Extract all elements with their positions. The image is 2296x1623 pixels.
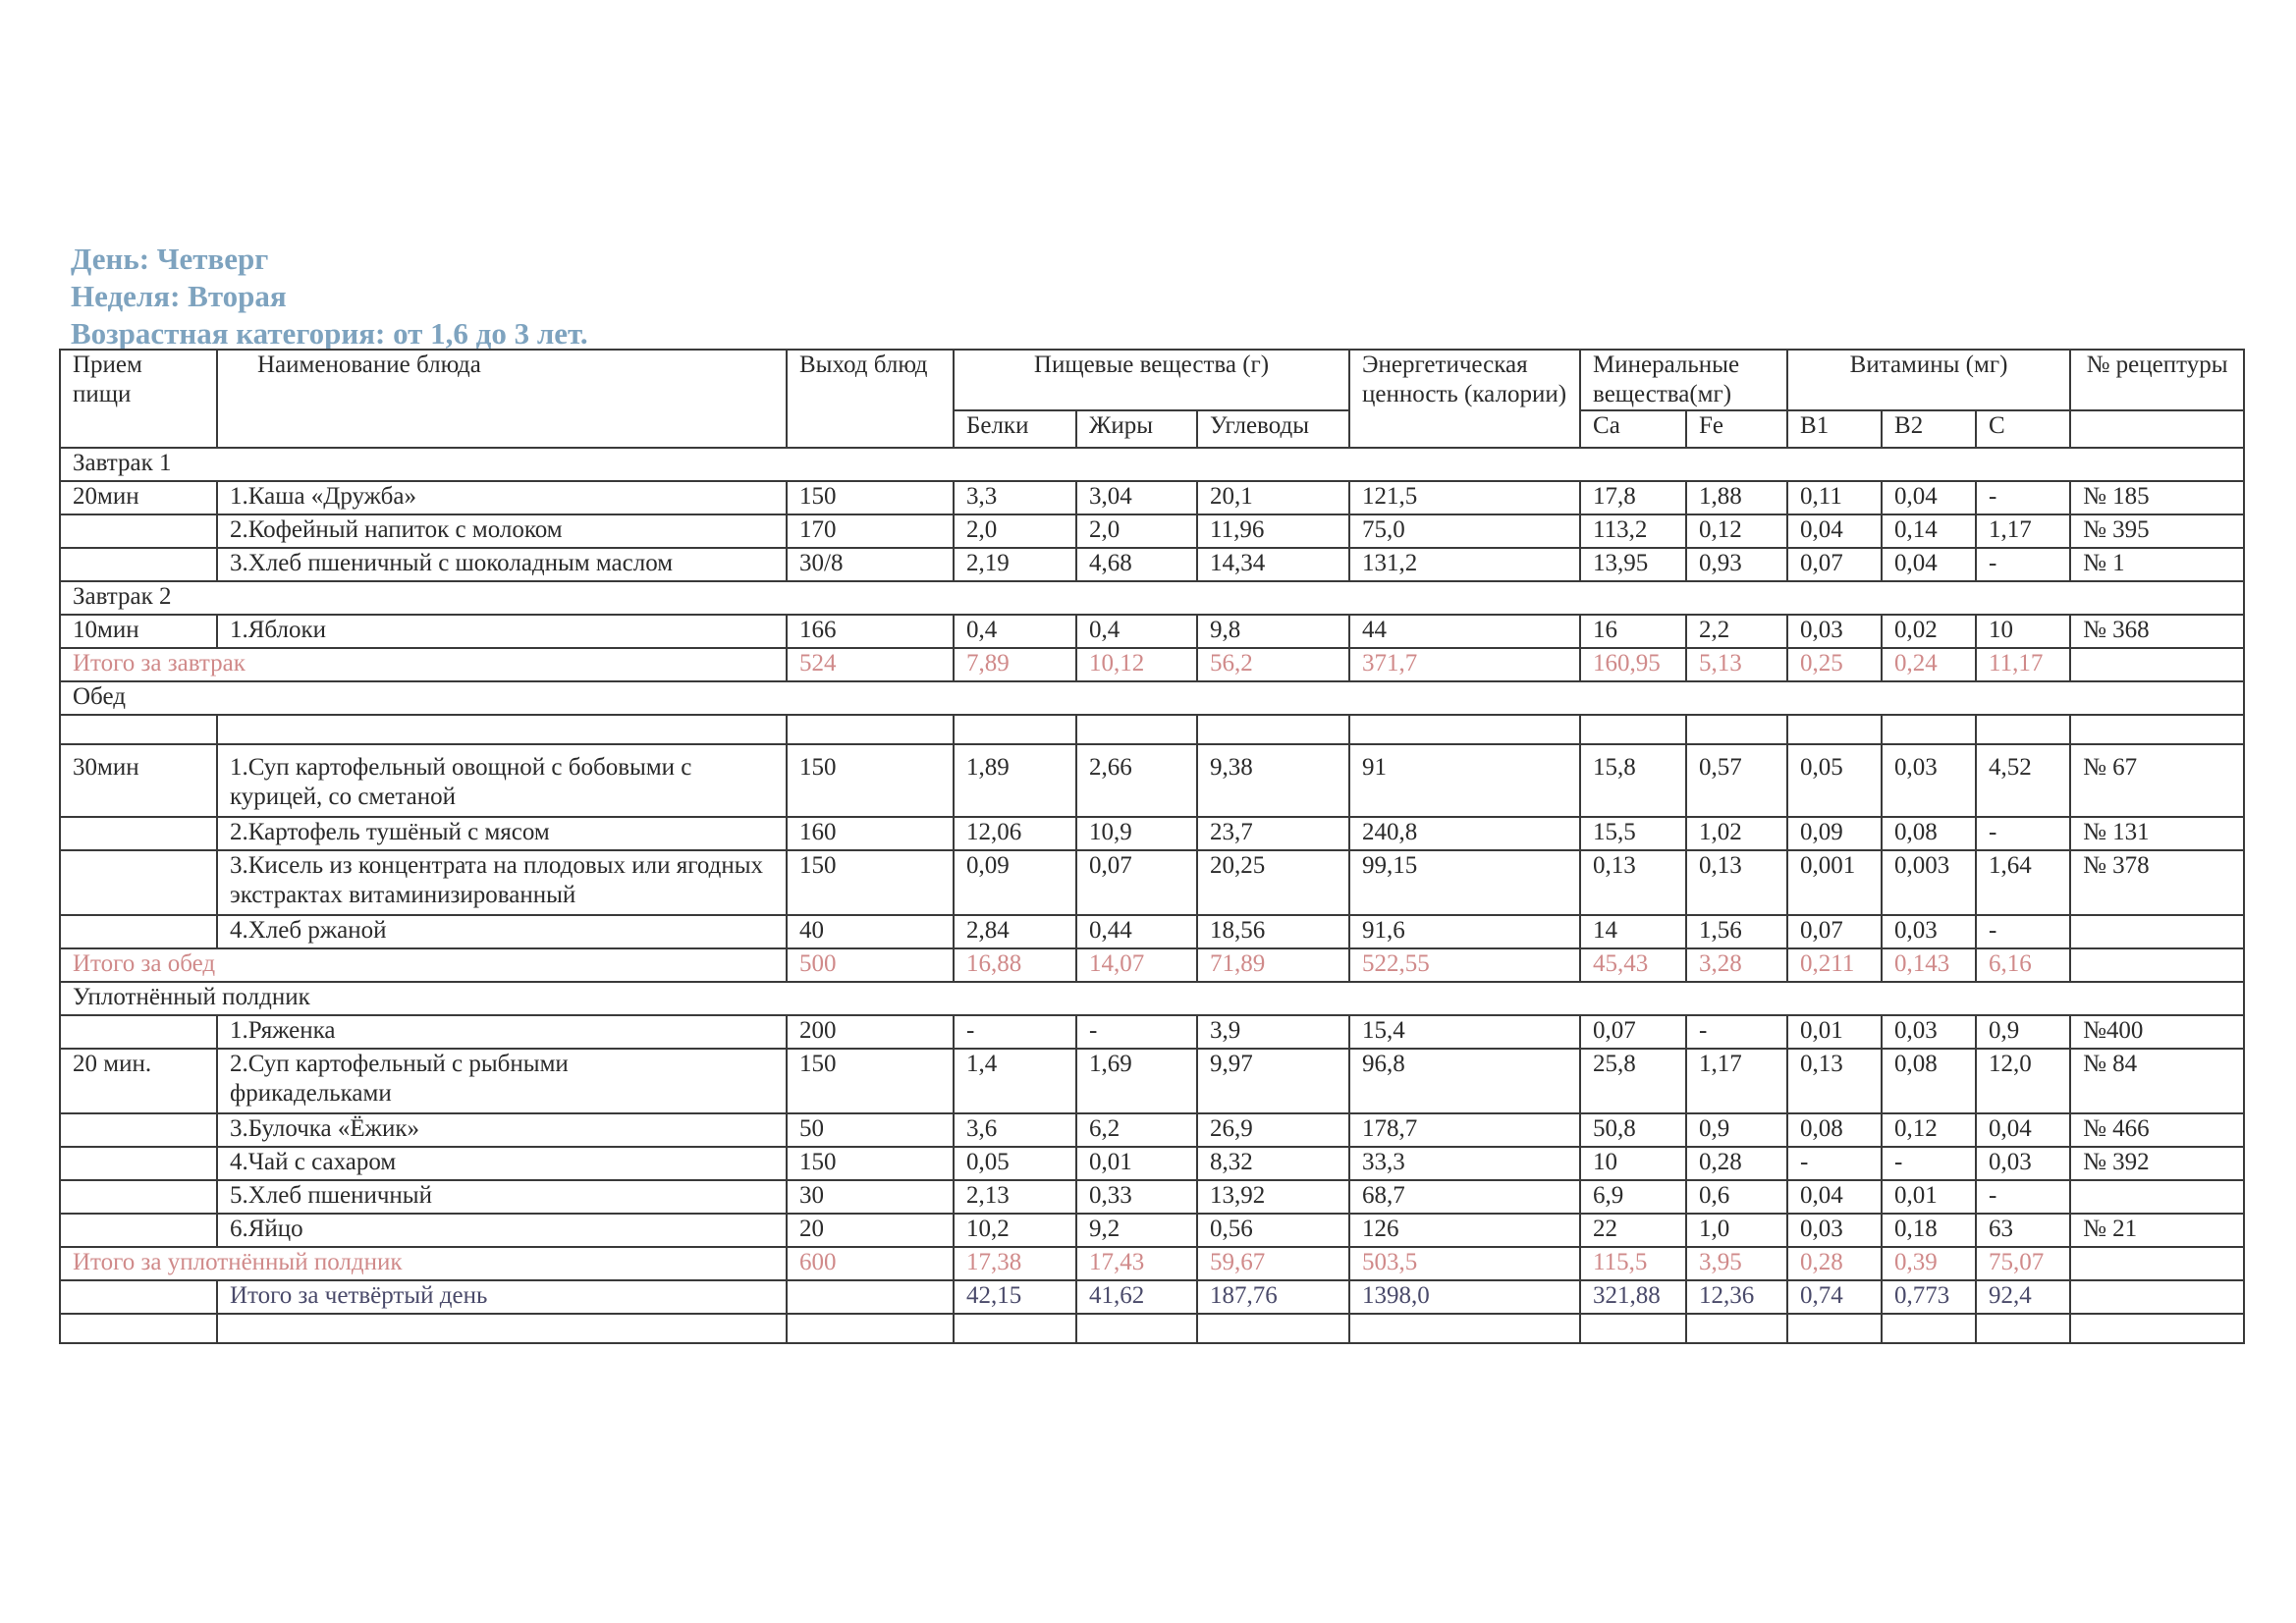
cell-fe: 0,12 xyxy=(1686,514,1787,548)
cell-protein: 0,05 xyxy=(954,1147,1076,1180)
cell-energy: 96,8 xyxy=(1349,1049,1580,1113)
cell-yield: 200 xyxy=(787,1015,954,1049)
cell-b1: 0,28 xyxy=(1787,1247,1882,1280)
section-snack: Уплотнённый полдник xyxy=(60,982,2244,1015)
cell-meal: 10мин xyxy=(60,615,217,648)
cell-protein: 0,4 xyxy=(954,615,1076,648)
cell-fat: 0,4 xyxy=(1076,615,1197,648)
cell-c: 6,16 xyxy=(1976,948,2070,982)
col-fat-header: Жиры xyxy=(1076,410,1197,448)
cell-fat: 6,2 xyxy=(1076,1113,1197,1147)
cell-recipe: № 466 xyxy=(2070,1113,2244,1147)
cell-recipe: № 131 xyxy=(2070,817,2244,850)
cell-ca: 115,5 xyxy=(1580,1247,1686,1280)
total-label: Итого за завтрак xyxy=(60,648,787,681)
cell-protein: 2,84 xyxy=(954,915,1076,948)
table-row xyxy=(60,744,2244,817)
cell-energy: 91,6 xyxy=(1349,915,1580,948)
cell-carbs: 20,25 xyxy=(1197,850,1349,915)
cell-recipe xyxy=(2070,1180,2244,1214)
cell-ca: 45,43 xyxy=(1580,948,1686,982)
cell-energy: 121,5 xyxy=(1349,481,1580,514)
cell-b2: - xyxy=(1882,1147,1976,1180)
cell-c: 1,17 xyxy=(1976,514,2070,548)
cell-protein: 1,89 xyxy=(954,744,1076,817)
col-nutrients-header: Пищевые вещества (г) xyxy=(954,350,1349,410)
table-row xyxy=(60,1049,2244,1113)
section-row xyxy=(60,681,2244,715)
cell-yield: 600 xyxy=(787,1247,954,1280)
cell-ca: 25,8 xyxy=(1580,1049,1686,1113)
cell-protein: 2,13 xyxy=(954,1180,1076,1214)
cell-dish: 3.Хлеб пшеничный с шоколадным маслом xyxy=(217,548,787,581)
cell-carbs: 187,76 xyxy=(1197,1280,1349,1314)
table-row xyxy=(60,1113,2244,1147)
section-row xyxy=(60,581,2244,615)
cell-recipe: № 378 xyxy=(2070,850,2244,915)
cell-protein: 3,3 xyxy=(954,481,1076,514)
cell-dish: 2.Картофель тушёный с мясом xyxy=(217,817,787,850)
cell-fe: 1,17 xyxy=(1686,1049,1787,1113)
cell-energy: 99,15 xyxy=(1349,850,1580,915)
cell-b1: 0,08 xyxy=(1787,1113,1882,1147)
table-row xyxy=(60,1214,2244,1247)
cell-c: - xyxy=(1976,817,2070,850)
cell-fe: 0,93 xyxy=(1686,548,1787,581)
section-row xyxy=(60,448,2244,481)
cell-energy: 33,3 xyxy=(1349,1147,1580,1180)
total-row xyxy=(60,648,2244,681)
cell-c: - xyxy=(1976,1180,2070,1214)
day-label: День: Четверг xyxy=(71,242,269,276)
empty-row xyxy=(60,1314,2244,1343)
cell-recipe: № 84 xyxy=(2070,1049,2244,1113)
cell-ca: 50,8 xyxy=(1580,1113,1686,1147)
cell-fe: 5,13 xyxy=(1686,648,1787,681)
cell-b1: 0,03 xyxy=(1787,1214,1882,1247)
cell-c: 12,0 xyxy=(1976,1049,2070,1113)
cell-fat: 41,62 xyxy=(1076,1280,1197,1314)
cell-b1: 0,25 xyxy=(1787,648,1882,681)
col-carbs-header: Углеводы xyxy=(1197,410,1349,448)
cell-carbs: 71,89 xyxy=(1197,948,1349,982)
cell-energy: 522,55 xyxy=(1349,948,1580,982)
cell-yield: 150 xyxy=(787,850,954,915)
cell-c: 4,52 xyxy=(1976,744,2070,817)
cell-fat: 3,04 xyxy=(1076,481,1197,514)
cell-yield: 30/8 xyxy=(787,548,954,581)
cell-meal xyxy=(60,817,217,850)
cell-fat: 0,01 xyxy=(1076,1147,1197,1180)
cell-meal xyxy=(60,1015,217,1049)
col-meal-header: Прием пищи xyxy=(60,350,217,448)
cell-fe: - xyxy=(1686,1015,1787,1049)
cell-b1: 0,07 xyxy=(1787,915,1882,948)
cell-energy: 503,5 xyxy=(1349,1247,1580,1280)
col-energy-header: Энергетическая ценность (калории) xyxy=(1349,350,1580,448)
cell-fat: 0,07 xyxy=(1076,850,1197,915)
cell-fe: 1,88 xyxy=(1686,481,1787,514)
cell-energy: 15,4 xyxy=(1349,1015,1580,1049)
cell-b2: 0,08 xyxy=(1882,1049,1976,1113)
cell-yield: 524 xyxy=(787,648,954,681)
cell-fat: 2,0 xyxy=(1076,514,1197,548)
cell-ca: 321,88 xyxy=(1580,1280,1686,1314)
cell-protein: 16,88 xyxy=(954,948,1076,982)
cell-b1: 0,11 xyxy=(1787,481,1882,514)
cell-dish: 3.Кисель из концентрата на плодовых или ягодных экстрактах витаминизированный xyxy=(217,850,787,915)
col-dish-header: Наименование блюда xyxy=(217,350,787,448)
table-row xyxy=(60,915,2244,948)
col-b2-header: B2 xyxy=(1882,410,1976,448)
cell-b1: 0,09 xyxy=(1787,817,1882,850)
cell-yield: 150 xyxy=(787,1147,954,1180)
cell-carbs: 9,8 xyxy=(1197,615,1349,648)
cell-carbs: 23,7 xyxy=(1197,817,1349,850)
cell-meal: 20 мин. xyxy=(60,1049,217,1113)
section-breakfast-1: Завтрак 1 xyxy=(60,448,2244,481)
section-row xyxy=(60,982,2244,1015)
cell-fe: 12,36 xyxy=(1686,1280,1787,1314)
cell-c: - xyxy=(1976,915,2070,948)
table-row xyxy=(60,615,2244,648)
cell-yield: 30 xyxy=(787,1180,954,1214)
cell-carbs: 3,9 xyxy=(1197,1015,1349,1049)
cell-protein: 7,89 xyxy=(954,648,1076,681)
cell-protein: 0,09 xyxy=(954,850,1076,915)
total-label: Итого за уплотнённый полдник xyxy=(60,1247,787,1280)
cell-meal xyxy=(60,850,217,915)
cell-fe: 0,6 xyxy=(1686,1180,1787,1214)
cell-b2: 0,003 xyxy=(1882,850,1976,915)
cell-fe: 2,2 xyxy=(1686,615,1787,648)
cell-c: 1,64 xyxy=(1976,850,2070,915)
week-label: Неделя: Вторая xyxy=(71,279,287,313)
cell-yield: 150 xyxy=(787,481,954,514)
cell-protein: - xyxy=(954,1015,1076,1049)
cell-yield: 160 xyxy=(787,817,954,850)
cell-fat: - xyxy=(1076,1015,1197,1049)
cell-ca: 15,8 xyxy=(1580,744,1686,817)
cell-dish: 2.Суп картофельный с рыбными фрикадельками xyxy=(217,1049,787,1113)
cell-fe: 3,95 xyxy=(1686,1247,1787,1280)
cell-protein: 17,38 xyxy=(954,1247,1076,1280)
cell-energy: 68,7 xyxy=(1349,1180,1580,1214)
cell-fat: 17,43 xyxy=(1076,1247,1197,1280)
cell-b2: 0,03 xyxy=(1882,1015,1976,1049)
cell-c: 92,4 xyxy=(1976,1280,2070,1314)
cell-ca: 10 xyxy=(1580,1147,1686,1180)
cell-yield: 150 xyxy=(787,1049,954,1113)
cell-recipe xyxy=(2070,915,2244,948)
cell-meal xyxy=(60,1147,217,1180)
cell-b2: 0,04 xyxy=(1882,548,1976,581)
cell-b2: 0,03 xyxy=(1882,744,1976,817)
cell-meal xyxy=(60,514,217,548)
menu-table xyxy=(59,349,2245,1344)
cell-b1: - xyxy=(1787,1147,1882,1180)
cell-carbs: 9,38 xyxy=(1197,744,1349,817)
cell-protein: 2,19 xyxy=(954,548,1076,581)
cell-ca: 0,07 xyxy=(1580,1015,1686,1049)
cell-carbs: 26,9 xyxy=(1197,1113,1349,1147)
cell-carbs: 11,96 xyxy=(1197,514,1349,548)
cell-protein: 12,06 xyxy=(954,817,1076,850)
cell-dish: 6.Яйцо xyxy=(217,1214,787,1247)
cell-energy: 371,7 xyxy=(1349,648,1580,681)
section-breakfast-2: Завтрак 2 xyxy=(60,581,2244,615)
total-row xyxy=(60,1247,2244,1280)
cell-recipe: № 185 xyxy=(2070,481,2244,514)
cell-recipe: №400 xyxy=(2070,1015,2244,1049)
empty-row xyxy=(60,715,2244,744)
cell-dish: 4.Хлеб ржаной xyxy=(217,915,787,948)
cell-b1: 0,03 xyxy=(1787,615,1882,648)
cell-b1: 0,04 xyxy=(1787,514,1882,548)
table-row xyxy=(60,514,2244,548)
cell-c: 0,03 xyxy=(1976,1147,2070,1180)
cell-fe: 1,56 xyxy=(1686,915,1787,948)
cell-c: 75,07 xyxy=(1976,1247,2070,1280)
cell-b2: 0,08 xyxy=(1882,817,1976,850)
cell-energy: 91 xyxy=(1349,744,1580,817)
cell-fat: 14,07 xyxy=(1076,948,1197,982)
cell-ca: 160,95 xyxy=(1580,648,1686,681)
cell-protein: 3,6 xyxy=(954,1113,1076,1147)
cell-b1: 0,05 xyxy=(1787,744,1882,817)
cell-yield: 40 xyxy=(787,915,954,948)
cell-recipe xyxy=(2070,948,2244,982)
cell-carbs: 20,1 xyxy=(1197,481,1349,514)
cell-fe: 0,13 xyxy=(1686,850,1787,915)
cell-recipe xyxy=(2070,648,2244,681)
col-recipe-subheader xyxy=(2070,410,2244,448)
cell-energy: 240,8 xyxy=(1349,817,1580,850)
cell-b1: 0,001 xyxy=(1787,850,1882,915)
cell-fe: 1,0 xyxy=(1686,1214,1787,1247)
cell-b1: 0,13 xyxy=(1787,1049,1882,1113)
cell-carbs: 8,32 xyxy=(1197,1147,1349,1180)
cell-meal xyxy=(60,915,217,948)
cell-protein: 1,4 xyxy=(954,1049,1076,1113)
cell-b2: 0,773 xyxy=(1882,1280,1976,1314)
cell-fat: 2,66 xyxy=(1076,744,1197,817)
cell-recipe: № 21 xyxy=(2070,1214,2244,1247)
cell-fat: 10,9 xyxy=(1076,817,1197,850)
cell-fat: 0,44 xyxy=(1076,915,1197,948)
cell-fat: 0,33 xyxy=(1076,1180,1197,1214)
cell-recipe: № 392 xyxy=(2070,1147,2244,1180)
cell-energy: 126 xyxy=(1349,1214,1580,1247)
cell-b2: 0,03 xyxy=(1882,915,1976,948)
grand-total-row xyxy=(60,1280,2244,1314)
cell-b1: 0,211 xyxy=(1787,948,1882,982)
cell-b1: 0,74 xyxy=(1787,1280,1882,1314)
cell-carbs: 56,2 xyxy=(1197,648,1349,681)
cell-c: 0,04 xyxy=(1976,1113,2070,1147)
cell-ca: 113,2 xyxy=(1580,514,1686,548)
cell-meal xyxy=(60,548,217,581)
cell-energy: 1398,0 xyxy=(1349,1280,1580,1314)
cell-ca: 14 xyxy=(1580,915,1686,948)
cell-fe: 3,28 xyxy=(1686,948,1787,982)
cell-fe: 0,28 xyxy=(1686,1147,1787,1180)
cell-meal: 30мин xyxy=(60,744,217,817)
grand-total-label: Итого за четвёртый день xyxy=(217,1280,787,1314)
cell-ca: 22 xyxy=(1580,1214,1686,1247)
table-row xyxy=(60,481,2244,514)
cell-b2: 0,04 xyxy=(1882,481,1976,514)
cell-b2: 0,01 xyxy=(1882,1180,1976,1214)
cell-recipe: № 368 xyxy=(2070,615,2244,648)
cell-ca: 0,13 xyxy=(1580,850,1686,915)
cell-fat: 9,2 xyxy=(1076,1214,1197,1247)
col-vitamins-header: Витамины (мг) xyxy=(1787,350,2070,410)
table-row xyxy=(60,1147,2244,1180)
table-row xyxy=(60,1180,2244,1214)
cell-yield: 20 xyxy=(787,1214,954,1247)
cell-b1: 0,04 xyxy=(1787,1180,1882,1214)
cell-c: - xyxy=(1976,481,2070,514)
col-recipe-header: № рецептуры xyxy=(2070,350,2244,410)
cell-carbs: 13,92 xyxy=(1197,1180,1349,1214)
cell-dish: 1.Ряженка xyxy=(217,1015,787,1049)
col-minerals-header: Минеральные вещества(мг) xyxy=(1580,350,1787,410)
cell-c: 63 xyxy=(1976,1214,2070,1247)
cell-carbs: 14,34 xyxy=(1197,548,1349,581)
cell-dish: 3.Булочка «Ёжик» xyxy=(217,1113,787,1147)
cell-fat: 4,68 xyxy=(1076,548,1197,581)
col-ca-header: Ca xyxy=(1580,410,1686,448)
cell-b2: 0,12 xyxy=(1882,1113,1976,1147)
cell-b2: 0,02 xyxy=(1882,615,1976,648)
cell-protein: 2,0 xyxy=(954,514,1076,548)
col-fe-header: Fe xyxy=(1686,410,1787,448)
cell-fe: 0,57 xyxy=(1686,744,1787,817)
cell-dish: 1.Яблоки xyxy=(217,615,787,648)
cell-protein: 42,15 xyxy=(954,1280,1076,1314)
cell-ca: 6,9 xyxy=(1580,1180,1686,1214)
cell-carbs: 18,56 xyxy=(1197,915,1349,948)
cell-recipe xyxy=(2070,1280,2244,1314)
total-label: Итого за обед xyxy=(60,948,787,982)
cell-b1: 0,07 xyxy=(1787,548,1882,581)
document-heading xyxy=(71,241,588,352)
cell-c: 11,17 xyxy=(1976,648,2070,681)
cell-b2: 0,143 xyxy=(1882,948,1976,982)
cell-yield: 166 xyxy=(787,615,954,648)
cell-carbs: 0,56 xyxy=(1197,1214,1349,1247)
cell-b1: 0,01 xyxy=(1787,1015,1882,1049)
total-row xyxy=(60,948,2244,982)
cell-energy: 44 xyxy=(1349,615,1580,648)
cell-dish: 2.Кофейный напиток с молоком xyxy=(217,514,787,548)
cell-recipe xyxy=(2070,1247,2244,1280)
cell-ca: 13,95 xyxy=(1580,548,1686,581)
cell-fe: 0,9 xyxy=(1686,1113,1787,1147)
cell-energy: 75,0 xyxy=(1349,514,1580,548)
cell-recipe: № 67 xyxy=(2070,744,2244,817)
cell-carbs: 9,97 xyxy=(1197,1049,1349,1113)
cell-recipe: № 1 xyxy=(2070,548,2244,581)
table-row xyxy=(60,548,2244,581)
cell-b2: 0,14 xyxy=(1882,514,1976,548)
col-protein-header: Белки xyxy=(954,410,1076,448)
col-yield-header: Выход блюд xyxy=(787,350,954,448)
cell-dish: 4.Чай с сахаром xyxy=(217,1147,787,1180)
cell-fe: 1,02 xyxy=(1686,817,1787,850)
cell-c: - xyxy=(1976,548,2070,581)
cell-c: 0,9 xyxy=(1976,1015,2070,1049)
cell-energy: 178,7 xyxy=(1349,1113,1580,1147)
cell-yield: 500 xyxy=(787,948,954,982)
cell-b2: 0,24 xyxy=(1882,648,1976,681)
cell-c: 10 xyxy=(1976,615,2070,648)
section-lunch: Обед xyxy=(60,681,2244,715)
cell-ca: 15,5 xyxy=(1580,817,1686,850)
table-row xyxy=(60,850,2244,915)
cell-carbs: 59,67 xyxy=(1197,1247,1349,1280)
cell-ca: 17,8 xyxy=(1580,481,1686,514)
cell-dish: 1.Суп картофельный овощной с бобовыми с курицей, со сметаной xyxy=(217,744,787,817)
cell-meal: 20мин xyxy=(60,481,217,514)
cell-yield xyxy=(787,1280,954,1314)
cell-b2: 0,18 xyxy=(1882,1214,1976,1247)
cell-protein: 10,2 xyxy=(954,1214,1076,1247)
cell-yield: 150 xyxy=(787,744,954,817)
cell-ca: 16 xyxy=(1580,615,1686,648)
cell-b2: 0,39 xyxy=(1882,1247,1976,1280)
cell-energy: 131,2 xyxy=(1349,548,1580,581)
table-header-row xyxy=(60,350,2244,410)
cell-yield: 50 xyxy=(787,1113,954,1147)
age-category-label: Возрастная категория: от 1,6 до 3 лет. xyxy=(71,316,588,351)
cell-dish: 1.Каша «Дружба» xyxy=(217,481,787,514)
table-row xyxy=(60,1015,2244,1049)
cell-fat: 10,12 xyxy=(1076,648,1197,681)
cell-meal xyxy=(60,1214,217,1247)
cell-meal xyxy=(60,1180,217,1214)
cell-dish: 5.Хлеб пшеничный xyxy=(217,1180,787,1214)
cell-meal xyxy=(60,1113,217,1147)
col-b1-header: B1 xyxy=(1787,410,1882,448)
cell-recipe: № 395 xyxy=(2070,514,2244,548)
table-row xyxy=(60,817,2244,850)
cell-fat: 1,69 xyxy=(1076,1049,1197,1113)
col-c-header: C xyxy=(1976,410,2070,448)
cell-yield: 170 xyxy=(787,514,954,548)
